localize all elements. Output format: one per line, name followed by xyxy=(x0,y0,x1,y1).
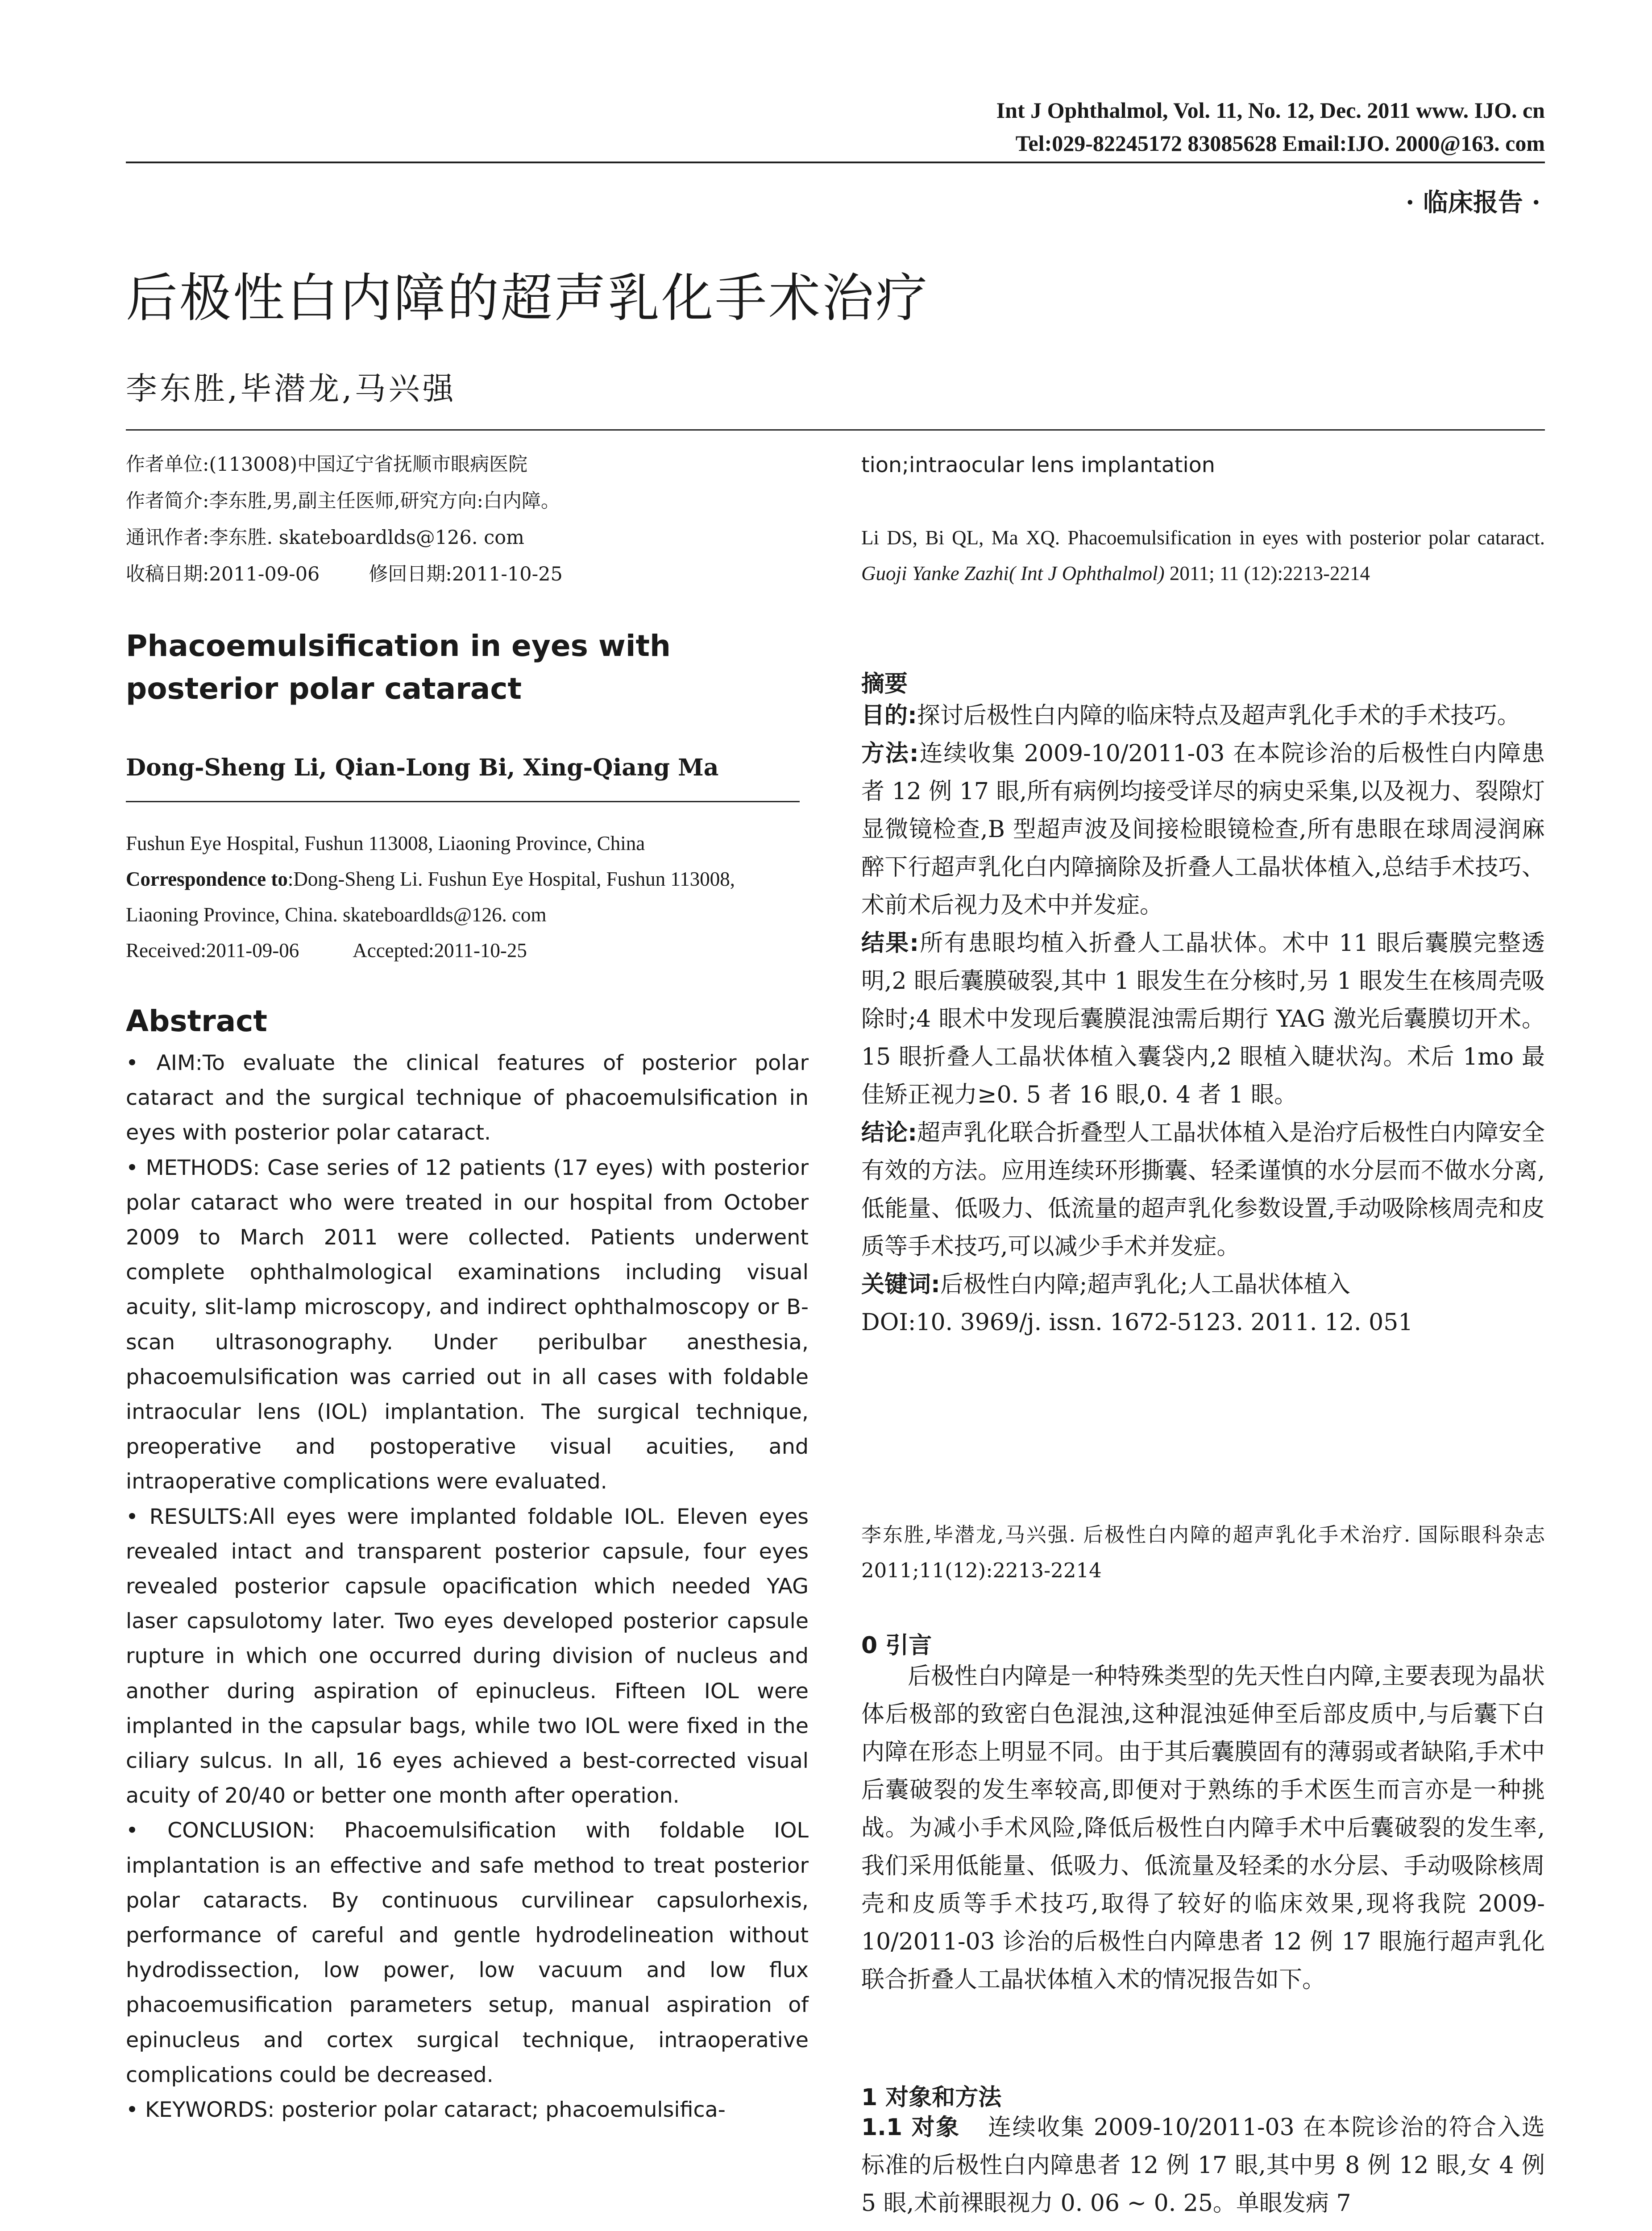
intro-body xyxy=(861,1658,1545,1999)
keywords-label-zh: 关键词: xyxy=(861,1271,940,1298)
results-text-zh: 所有患眼均植入折叠人工晶状体。术中 11 眼后囊膜完整透明,2 眼后囊膜破裂,其中 1 眼发生在分核时,另 1 眼发生在核周壳吸除时;4 眼术中发现后囊膜混浊需后期行 YAG 激光后囊膜切开术。15 眼折叠人工晶状体植入囊袋内,2 眼植入睫状沟。术后 1mo 最佳矫正视力≥0. 5 者 16 眼,0. 4 者 1 眼。 xyxy=(861,930,1545,1108)
accepted-date-en: Accepted:2011-10-25 xyxy=(353,939,527,962)
abstract-results-en: • RESULTS:All eyes were implanted foldable IOL. Eleven eyes revealed intact and transparent posterior capsule, four eyes revealed posterior capsule opacification which needed YAG laser capsulotomy later. Two eyes developed posterior capsule rupture in which one occurred during division of nucleus and another during aspiration of epinucleus. Fifteen IOL were implanted in the capsular bags, while two IOL were fixed in the ciliary sulcus. In all, 16 eyes achieved a best-corrected visual acuity of 20/40 or better one month after operation. xyxy=(126,1504,809,1808)
abstract-keywords-en-continued: tion;intraocular lens implantation xyxy=(861,453,1215,477)
author-metadata-zh xyxy=(126,446,809,593)
header-rule xyxy=(126,162,1545,163)
abstract-conclusion-en: • CONCLUSION: Phacoemulsification with foldable IOL implantation is an effective and safe method to treat posterior polar cataracts. By continuous curvilinear capsulorhexis, performance of careful and gentle hydrodelineation without hydrodissection, low power, low vacuum and low flux phacoemusification parameters setup, manual aspiration of epinucleus and cortex surgical technique, intraoperative complications could be decreased. xyxy=(126,1818,809,2087)
affiliation-en-block xyxy=(126,825,809,968)
aim-label-zh: 目的: xyxy=(861,702,917,729)
doi: DOI:10. 3969/j. issn. 1672-5123. 2011. 12. 051 xyxy=(861,1309,1413,1336)
abstract-keywords-zh xyxy=(861,1266,1545,1304)
abstract-conclusion-zh xyxy=(861,1114,1545,1266)
abstract-results-zh xyxy=(861,925,1545,1114)
correspondence-text: :Dong-Sheng Li. Fushun Eye Hospital, Fushun 113008, Liaoning Province, China. skateboardlds@126. com xyxy=(126,868,735,926)
affiliation-en: Fushun Eye Hospital, Fushun 113008, Liaoning Province, China xyxy=(126,832,645,854)
abstract-aim-zh xyxy=(861,697,1545,735)
citation-en-volume: 2011; 11 (12):2213-2214 xyxy=(1164,562,1370,585)
correspondence-en xyxy=(126,861,809,933)
authors-zh: 李东胜,毕潜龙,马兴强 xyxy=(126,370,457,407)
dates-en xyxy=(126,933,809,968)
methods-label-zh: 方法: xyxy=(861,740,919,767)
methods-section-body xyxy=(861,2109,1545,2223)
conclusion-text-zh: 超声乳化联合折叠型人工晶状体植入是治疗后极性白内障安全有效的方法。应用连续环形撕囊、轻柔谨慎的水分层而不做水分离,低能量、低吸力、低流量的超声乳化参数设置,手动吸除核周壳和皮质等手术技巧,可以减少手术并发症。 xyxy=(861,1120,1545,1260)
keywords-text-zh: 后极性白内障;超声乳化;人工晶状体植入 xyxy=(940,1271,1350,1298)
subjects-label: 1.1 对象 xyxy=(861,2114,960,2141)
correspondence-zh: 通讯作者:李东胜. skateboardlds@126. com xyxy=(126,527,524,549)
journal-info-line: Int J Ophthalmol, Vol. 11, No. 12, Dec. 2011 www. IJO. cn xyxy=(996,98,1545,123)
abstract-heading-zh: 摘要 xyxy=(861,671,908,697)
citation-zh: 李东胜,毕潜龙,马兴强. 后极性白内障的超声乳化手术治疗. 国际眼科杂志 2011;11(12):2213-2214 xyxy=(861,1523,1545,1582)
results-label-zh: 结果: xyxy=(861,930,919,957)
citation-en xyxy=(861,520,1545,591)
correspondence-label: Correspondence to xyxy=(126,868,288,890)
authors-en: Dong-Sheng Li, Qian-Long Bi, Xing-Qiang Ma xyxy=(126,754,719,781)
affiliation-divider xyxy=(126,801,800,802)
revised-date-zh: 修回日期:2011-10-25 xyxy=(369,563,563,585)
affiliation-zh: 作者单位:(113008)中国辽宁省抚顺市眼病医院 xyxy=(126,453,528,476)
article-title-zh: 后极性白内障的超声乳化手术治疗 xyxy=(126,268,929,328)
journal-contact-line: Tel:029-82245172 83085628 Email:IJO. 2000@163. com xyxy=(1015,131,1545,156)
citation-en-authors-title: Li DS, Bi QL, Ma XQ. Phacoemulsification in eyes with posterior polar cataract. xyxy=(861,527,1545,549)
conclusion-label-zh: 结论: xyxy=(861,1120,917,1146)
abstract-aim-en: • AIM:To evaluate the clinical features of posterior polar cataract and the surgical technique of phacoemulsification in eyes with posterior polar cataract. xyxy=(126,1051,809,1145)
intro-heading: 0 引言 xyxy=(861,1632,932,1659)
article-title-en: Phacoemulsification in eyes with posterior polar cataract xyxy=(126,629,671,706)
author-bio-zh: 作者简介:李东胜,男,副主任医师,研究方向:白内障。 xyxy=(126,490,560,512)
abstract-en xyxy=(126,1046,809,2127)
subjects-text: 连续收集 2009-10/2011-03 在本院诊治的符合入选标准的后极性白内障患者 12 例 17 眼,其中男 8 例 12 眼,女 4 例 5 眼,术前裸眼视力 0. 06 ~ 0. 25。单眼发病 7 xyxy=(861,2114,1545,2217)
section-tag: · 临床报告 · xyxy=(1406,188,1540,217)
subjects-paragraph xyxy=(861,2109,1545,2223)
abstract-heading-en: Abstract xyxy=(126,1004,267,1038)
intro-paragraph: 后极性白内障是一种特殊类型的先天性白内障,主要表现为晶状体后极部的致密白色混浊,这种混浊延伸至后部皮质中,与后囊下白内障在形态上明显不同。由于其后囊膜固有的薄弱或者缺陷,手术中后囊破裂的发生率较高,即便对于熟练的手术医生而言亦是一种挑战。为减小手术风险,降低后极性白内障手术中后囊破裂的发生率,我们采用低能量、低吸力、低流量及轻柔的水分层、手动吸除核周壳和皮质等手术技巧,取得了较好的临床效果,现将我院 2009-10/2011-03 诊治的后极性白内障患者 12 例 17 眼施行超声乳化联合折叠人工晶状体植入术的情况报告如下。 xyxy=(861,1663,1545,1993)
received-date-zh: 收稿日期:2011-09-06 xyxy=(126,563,320,585)
citation-en-journal: Guoji Yanke Zazhi( Int J Ophthalmol) xyxy=(861,562,1165,585)
methods-text-zh: 连续收集 2009-10/2011-03 在本院诊治的后极性白内障患者 12 例 17 眼,所有病例均接受详尽的病史采集,以及视力、裂隙灯显微镜检查,B 型超声波及间接检眼镜检查,所有患眼在球周浸润麻醉下行超声乳化白内障摘除及折叠人工晶状体植入,总结手术技巧、术前术后视力及术中并发症。 xyxy=(861,740,1545,919)
authors-divider xyxy=(126,429,1545,431)
abstract-methods-zh xyxy=(861,735,1545,925)
abstract-zh xyxy=(861,697,1545,1342)
aim-text-zh: 探讨后极性白内障的临床特点及超声乳化手术的手术技巧。 xyxy=(917,702,1520,729)
abstract-methods-en: • METHODS: Case series of 12 patients (17 eyes) with posterior polar cataract who were treated in our hospital from October 2009 to March 2011 were collected. Patients underwent complete ophthalmological examinations including visual acuity, slit-lamp microscopy, and indirect ophthalmoscopy or B-scan ultrasonography. Under peribulbar anesthesia, phacoemulsification was carried out in all cases with foldable intraocular lens (IOL) implantation. The surgical technique, preoperative and postoperative visual acuities, and intraoperative complications were evaluated. xyxy=(126,1155,809,1494)
dates-zh xyxy=(126,556,809,593)
abstract-keywords-en: • KEYWORDS: posterior polar cataract; phacoemulsifica- xyxy=(126,2098,726,2123)
received-date-en: Received:2011-09-06 xyxy=(126,939,299,962)
methods-section-heading: 1 对象和方法 xyxy=(861,2084,1002,2111)
